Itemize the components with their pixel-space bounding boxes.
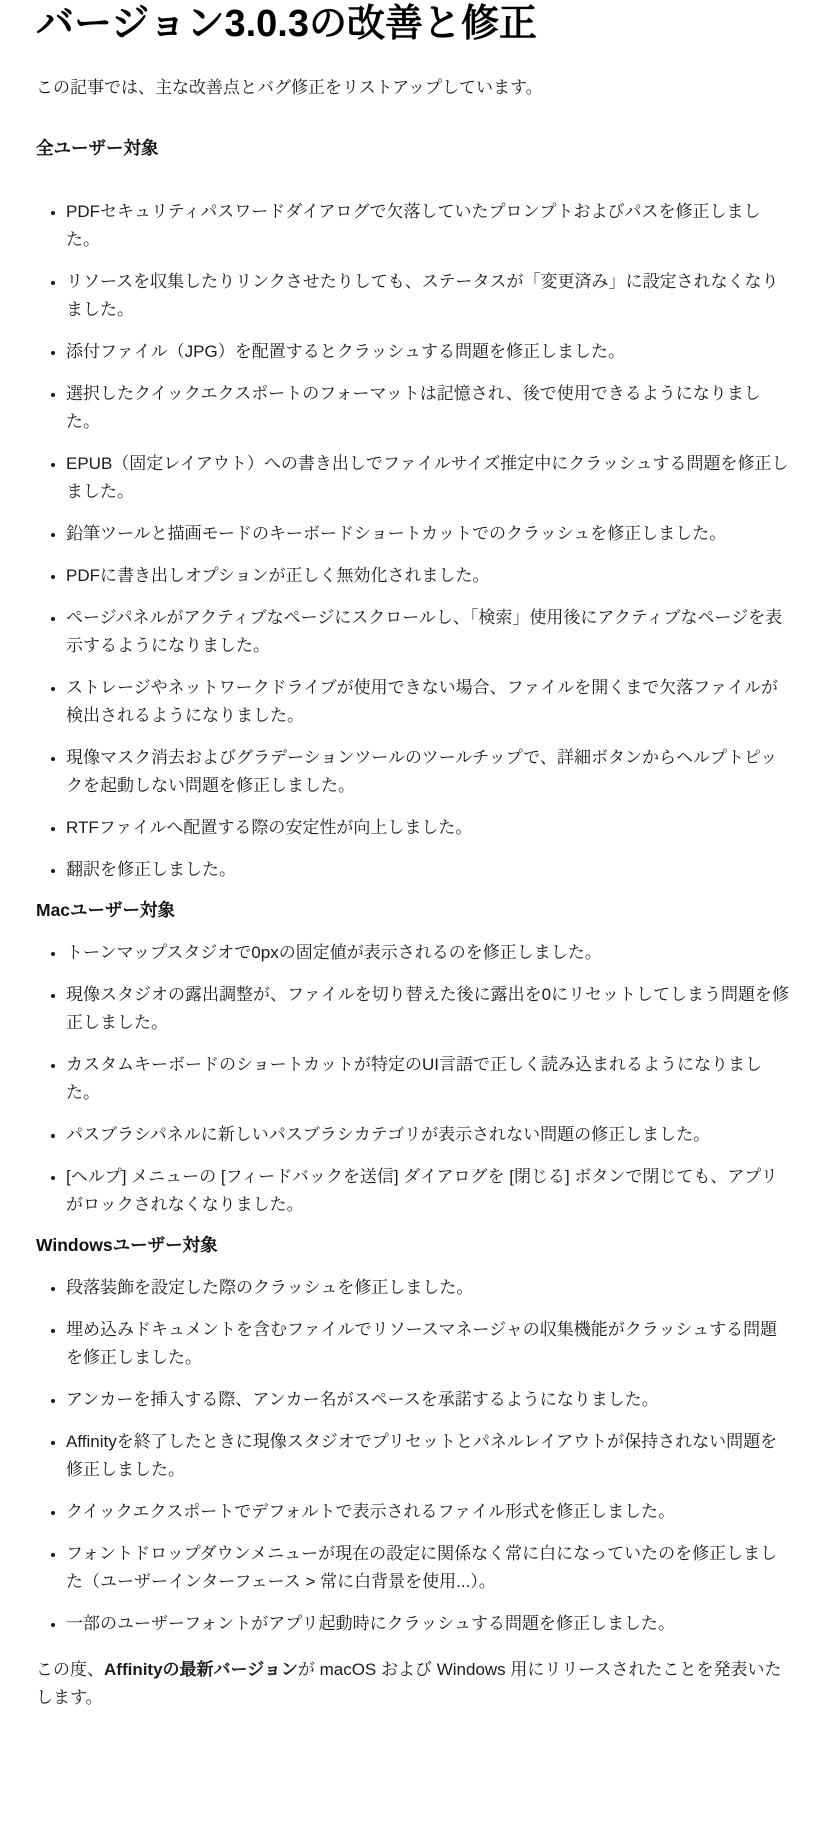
list-item: • RTFファイルへ配置する際の安定性が向上しました。 [66, 814, 790, 842]
list-item: • 現像スタジオの露出調整が、ファイルを切り替えた後に露出を0にリセットしてしまう問題を修正しました。 [66, 981, 790, 1037]
list-item: • トーンマップスタジオで0pxの固定値が表示されるのを修正しました。 [66, 939, 790, 967]
list-item: • 鉛筆ツールと描画モードのキーボードショートカットでのクラッシュを修正しました。 [66, 520, 790, 548]
list-item: • Affinityを終了したときに現像スタジオでプリセットとパネルレイアウトが保持されない問題を修正しました。 [66, 1428, 790, 1484]
list-item: • 現像マスク消去およびグラデーションツールのツールチップで、詳細ボタンからヘルプトピックを起動しない問題を修正しました。 [66, 744, 790, 800]
list-item: • PDFに書き出しオプションが正しく無効化されました。 [66, 562, 790, 590]
section-mac-users [36, 896, 790, 1219]
list-item: • 一部のユーザーフォントがアプリ起動時にクラッシュする問題を修正しました。 [66, 1610, 790, 1638]
list-item: • クイックエクスポートでデフォルトで表示されるファイル形式を修正しました。 [66, 1498, 790, 1526]
list-item: • アンカーを挿入する際、アンカー名がスペースを承諾するようになりました。 [66, 1386, 790, 1414]
section-heading-mac-users: Macユーザー対象 [36, 900, 176, 920]
list-item: • リソースを収集したりリンクさせたりしても、ステータスが「変更済み」に設定されなくなりました。 [66, 268, 790, 324]
list-item: • ページパネルがアクティブなページにスクロールし、「検索」使用後にアクティブなページを表示するようになりました。 [66, 604, 790, 660]
list-item: • カスタムキーボードのショートカットが特定のUI言語で正しく読み込まれるようになりました。 [66, 1051, 790, 1107]
section-heading-windows-users: Windowsユーザー対象 [36, 1235, 218, 1255]
list-item: • EPUB（固定レイアウト）への書き出しでファイルサイズ推定中にクラッシュする問題を修正しました。 [66, 450, 790, 506]
list-item: • 翻訳を修正しました。 [66, 856, 790, 884]
list-item: • 選択したクイックエクスポートのフォーマットは記憶され、後で使用できるようになりました。 [66, 380, 790, 436]
fix-list-all-users [36, 198, 790, 884]
section-heading-all-users: 全ユーザー対象 [36, 138, 159, 158]
fix-list-mac-users [36, 939, 790, 1219]
list-item: • 段落装飾を設定した際のクラッシュを修正しました。 [66, 1274, 790, 1302]
footer-prefix: この度、 [36, 1660, 104, 1679]
list-item: • ストレージやネットワークドライブが使用できない場合、ファイルを開くまで欠落ファイルが検出されるようになりました。 [66, 674, 790, 730]
fix-list-windows-users [36, 1274, 790, 1638]
list-item: • 添付ファイル（JPG）を配置するとクラッシュする問題を修正しました。 [66, 338, 790, 366]
section-all-users [36, 134, 790, 884]
list-item: • フォントドロップダウンメニューが現在の設定に関係なく常に白になっていたのを修正しました（ユーザーインターフェース > 常に白背景を使用...）。 [66, 1540, 790, 1596]
footer-suffix: が macOS および Windows 用にリリースされたことを発表いたします。 [36, 1660, 782, 1707]
footer-note [36, 1656, 790, 1712]
list-item: • パスブラシパネルに新しいパスブラシカテゴリが表示されない問題の修正しました。 [66, 1121, 790, 1149]
list-item: • PDFセキュリティパスワードダイアログで欠落していたプロンプトおよびパスを修正しました。 [66, 198, 790, 254]
footer-bold-text: Affinityの最新バージョン [104, 1660, 298, 1679]
intro-text: この記事では、主な改善点とバグ修正をリストアップしています。 [36, 78, 543, 97]
list-item: • 埋め込みドキュメントを含むファイルでリソースマネージャの収集機能がクラッシュする問題を修正しました。 [66, 1316, 790, 1372]
list-item: • [ヘルプ] メニューの [フィードバックを送信] ダイアログを [閉じる] ボタンで閉じても、アプリがロックされなくなりました。 [66, 1163, 790, 1219]
page-title: バージョン3.0.3の改善と修正 [36, 3, 537, 45]
section-windows-users [36, 1231, 790, 1638]
